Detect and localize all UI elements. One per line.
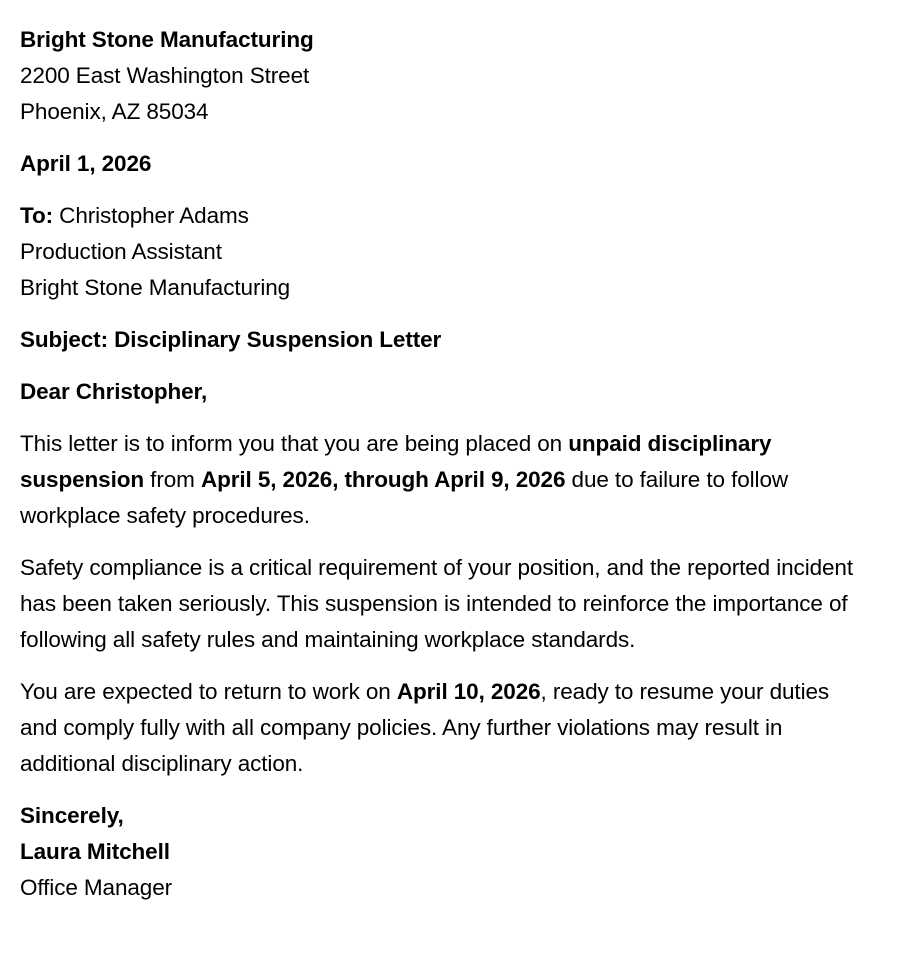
salutation-block (20, 374, 866, 410)
paragraph-1-bold-suspension-type: unpaid disciplinary suspension (20, 431, 772, 492)
paragraph-3-bold-return-date: April 10, 2026 (396, 679, 541, 704)
recipient-job-title: Production Assistant (20, 239, 222, 264)
sender-company-name: Bright Stone Manufacturing (20, 27, 314, 52)
salutation-line: Dear Christopher, (20, 379, 208, 404)
subject-line: Subject: Disciplinary Suspension Letter (20, 327, 442, 352)
closing-salutation: Sincerely, (20, 803, 124, 828)
sender-street-address: 2200 East Washington Street (20, 63, 310, 88)
letter-date: April 1, 2026 (20, 151, 152, 176)
paragraph-3-run-1: You are expected to return to work on (20, 679, 397, 704)
letter-date-block (20, 146, 866, 182)
subject-block (20, 322, 866, 358)
sender-address-block (20, 22, 866, 130)
paragraph-1-run-1: This letter is to inform you that you are being placed on (20, 431, 569, 456)
recipient-label: To: (20, 203, 54, 228)
recipient-line (20, 198, 866, 234)
body-paragraph-1 (20, 426, 866, 534)
paragraph-1-run-3: from (144, 467, 201, 492)
signer-job-title: Office Manager (20, 875, 173, 900)
paragraph-3-run-3: , ready to resume your duties and comply fully with all company policies. Any further violations may result in additional disciplinary action. (20, 679, 830, 776)
paragraph-1-run-5: due to failure to follow workplace safety procedures. (20, 467, 789, 528)
signer-name: Laura Mitchell (20, 839, 170, 864)
sender-city-state-zip: Phoenix, AZ 85034 (20, 99, 209, 124)
letter-body (20, 22, 866, 906)
recipient-name: Christopher Adams (53, 203, 249, 228)
body-paragraph-3 (20, 674, 866, 782)
recipient-company: Bright Stone Manufacturing (20, 275, 291, 300)
paragraph-1-bold-suspension-dates: April 5, 2026, through April 9, 2026 (200, 467, 566, 492)
closing-signature-block (20, 798, 866, 906)
body-paragraph-2: Safety compliance is a critical requirement of your position, and the reported incident has been taken seriously. This suspension is intended to reinforce the importance of following all safety rules and maintaining workplace standards. (20, 555, 853, 652)
recipient-address-block (20, 198, 866, 306)
